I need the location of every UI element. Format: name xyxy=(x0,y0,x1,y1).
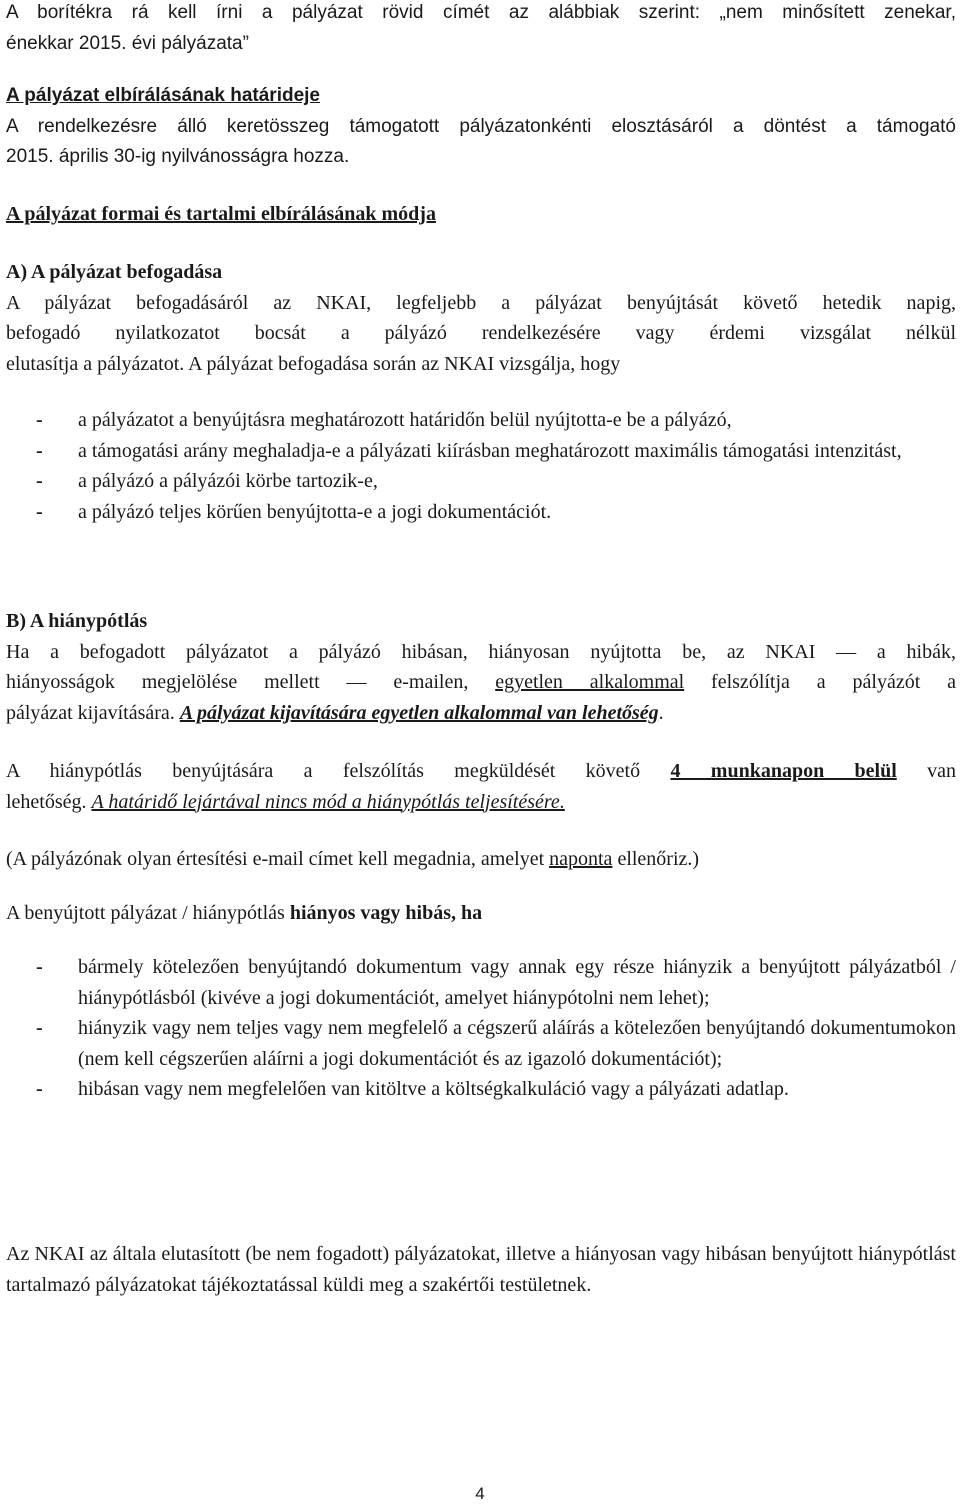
text-run: pályázat kijavítására. xyxy=(6,701,180,724)
bullet-dash: - xyxy=(36,1017,43,1039)
bullet-dash: - xyxy=(36,470,43,492)
text-run: hiányosságok megjelölése mellett ― e-mailen, xyxy=(6,671,496,693)
section-b-p4-line xyxy=(6,898,956,929)
list-item-text: a pályázó teljes körűen benyújtotta-e a jogi dokumentációt. xyxy=(78,500,552,523)
intro-line-1: A borítékra rá kell írni a pályázat rövid címét az alábbiak szerint: „nem minősített zenekar, xyxy=(6,2,956,23)
section-b-p1-line-3 xyxy=(6,698,956,729)
list-item xyxy=(6,497,956,528)
deadline-heading: A pályázat elbírálásának határideje xyxy=(6,85,321,106)
list-item-text: a pályázatot a benyújtásra meghatározott határidőn belül nyújtotta-e be a pályázó, xyxy=(78,409,732,431)
section-b-p1-line-2 xyxy=(6,667,956,698)
list-item xyxy=(6,1074,956,1105)
section-b-p2 xyxy=(6,756,956,817)
section-a-list xyxy=(6,405,956,527)
list-item-text: bármely kötelezően benyújtandó dokumentum vagy annak egy része hiányzik a benyújtott pályázatból / hiánypótlásból (kivéve a jogi dokumentációt, amelyet hiánypótolni nem lehet); xyxy=(78,956,956,1009)
emphasis-deadline: 4 munkanapon belül xyxy=(670,760,897,782)
section-b-p2-line-2 xyxy=(6,787,956,818)
text-run: . xyxy=(658,701,664,724)
list-item-text: a pályázó a pályázói körbe tartozik-e, xyxy=(78,470,378,492)
section-heading xyxy=(6,199,956,230)
list-item-text: hiányzik vagy nem teljes vagy nem megfelelő a cégszerű aláírás a kötelezően benyújtandó dokumentumokon (nem kell cégszerűen aláírni a jogi dokumentációt és az igazoló dokumentációt); xyxy=(78,1017,956,1070)
section-a xyxy=(6,257,956,379)
text-run: (A pályázónak olyan értesítési e-mail címet kell megadnia, amelyet xyxy=(6,848,550,870)
section-b-p3-line xyxy=(6,844,956,875)
list-item xyxy=(6,436,956,467)
text-run: felszólítja a pályázót a xyxy=(684,671,956,693)
deadline-section xyxy=(6,81,956,173)
emphasis-underline: naponta xyxy=(549,848,613,870)
section-a-line-3: elutasítja a pályázatot. A pályázat befogadása során az NKAI vizsgálja, hogy xyxy=(6,352,621,375)
section-b-heading: B) A hiánypótlás xyxy=(6,610,148,632)
section-b-p1-line-1: Ha a befogadott pályázatot a pályázó hibásan, hiányosan nyújtotta be, az NKAI ― a hibák, xyxy=(6,640,956,663)
emphasis-bold-italic: A pályázat kijavítására egyetlen alkalommal van lehetőség xyxy=(179,701,659,724)
closing-text: Az NKAI az általa elutasított (be nem fogadott) pályázatokat, illetve a hiányosan vagy hibásan benyújtott hiánypótlást tartalmazó pályázatokat tájékoztatással küldi meg a szakértői testületnek. xyxy=(6,1243,956,1296)
text-run: A hiánypótlás benyújtására a felszólítás megküldését követő xyxy=(6,760,671,782)
intro-paragraph xyxy=(6,0,956,59)
text-run: van xyxy=(896,760,956,782)
text-run: lehetőség. xyxy=(6,790,92,813)
section-b-p2-line-1 xyxy=(6,756,956,787)
section-heading-text: A pályázat formai és tartalmi elbírálásának módja xyxy=(6,203,436,225)
list-item xyxy=(6,466,956,497)
deadline-line-2: 2015. április 30-ig nyilvánosságra hozza. xyxy=(6,146,350,167)
text-run: A benyújtott pályázat / hiánypótlás xyxy=(6,902,290,924)
section-a-line-1: A pályázat befogadásáról az NKAI, legfeljebb a pályázat benyújtását követő hetedik napig, xyxy=(6,291,956,314)
list-item-text: a támogatási arány meghaladja-e a pályázati kiírásban meghatározott maximális támogatási intenzitást, xyxy=(78,439,902,462)
list-item xyxy=(6,405,956,436)
intro-line-2: énekkar 2015. évi pályázata” xyxy=(6,32,249,54)
emphasis-italic: A határidő lejártával nincs mód a hiánypótlás teljesítésére. xyxy=(91,790,565,813)
section-a-line-2: befogadó nyilatkozatot bocsát a pályázó rendelkezésére vagy érdemi vizsgálat nélkül xyxy=(6,322,956,344)
list-item xyxy=(6,952,956,1013)
page-number: 4 xyxy=(475,1484,485,1503)
list-item xyxy=(6,1013,956,1074)
section-b-p3 xyxy=(6,844,956,875)
section-b-list xyxy=(6,952,956,1105)
text-run: ellenőriz.) xyxy=(612,848,700,870)
section-b xyxy=(6,606,956,728)
bullet-dash: - xyxy=(36,500,43,523)
emphasis-underline: egyetlen alkalommal xyxy=(495,671,685,693)
bullet-dash: - xyxy=(36,1078,43,1100)
emphasis-bold: hiányos vagy hibás, ha xyxy=(289,902,483,924)
bullet-dash: - xyxy=(36,956,43,978)
list-item-text: hibásan vagy nem megfelelően van kitöltve a költségkalkuláció vagy a pályázati adatlap. xyxy=(78,1078,789,1100)
section-a-heading: A) A pályázat befogadása xyxy=(6,261,223,283)
bullet-dash: - xyxy=(36,409,43,431)
bullet-dash: - xyxy=(36,439,43,462)
closing-paragraph xyxy=(6,1239,956,1300)
section-b-p4 xyxy=(6,898,956,929)
deadline-line-1: A rendelkezésre álló keretösszeg támogatott pályázatonkénti elosztásáról a döntést a támogató xyxy=(6,115,956,137)
